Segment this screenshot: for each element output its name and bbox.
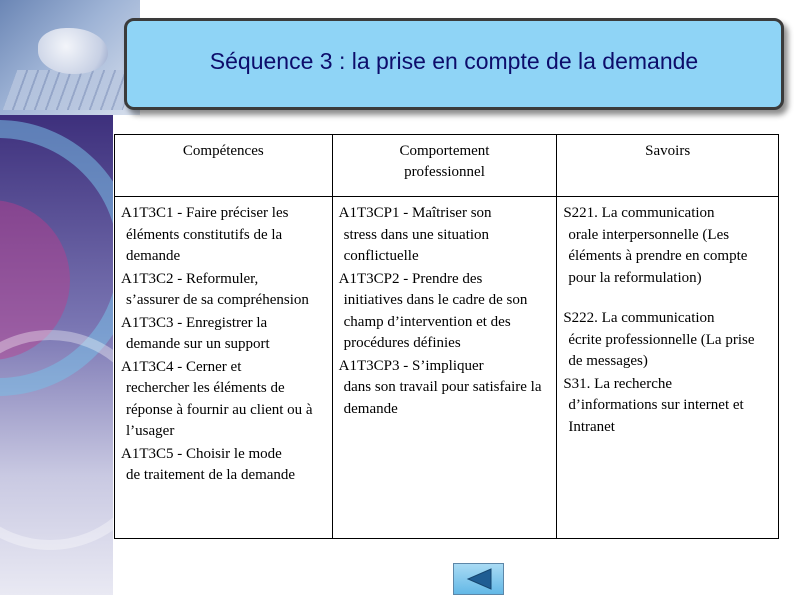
comportement-rest: stress dans une situation conflictuelle <box>343 226 490 264</box>
comportement-text: - S’impliquer <box>399 357 484 374</box>
comportement-rest: dans son travail pour satisfaire la demande <box>343 379 542 417</box>
savoir-rest: orale interpersonnelle (Les éléments à prendre en compte pour la reformulation) <box>568 226 748 286</box>
competence-item <box>121 444 326 487</box>
header-savoirs: Savoirs <box>557 135 779 197</box>
hand-image <box>38 28 108 74</box>
savoir-rest: écrite professionnelle (La prise de messages) <box>568 331 755 369</box>
competence-item <box>121 269 326 312</box>
competence-lead: A1T3C2 - Reformuler, <box>121 270 259 287</box>
savoir-item <box>563 308 772 373</box>
savoir-lead <box>563 374 772 396</box>
competence-item <box>121 313 326 356</box>
competence-rest: de traitement de la demande <box>126 467 296 483</box>
competence-item <box>121 203 326 268</box>
comportement-text: - Prendre des <box>399 270 483 287</box>
comportement-text: - Maîtriser son <box>399 205 492 221</box>
slide-title: Séquence 3 : la prise en compte de la demande <box>209 47 699 74</box>
sequence-table <box>114 134 779 539</box>
comportement-lead <box>339 203 551 225</box>
table-row <box>115 197 779 539</box>
comportement-code: A1T3CP2 <box>338 270 400 287</box>
savoir-text: La recherche <box>590 375 673 392</box>
triangle-left-icon <box>465 567 493 591</box>
competence-rest: s’assurer de sa compréhension <box>126 292 309 308</box>
comportement-rest: initiatives dans le cadre de son champ d’intervention et des procédures définies <box>343 292 528 351</box>
savoir-text: La communication <box>597 310 715 326</box>
slide-title-box <box>124 18 784 110</box>
savoir-rest: d’informations sur internet et Intranet <box>568 397 744 435</box>
comportement-lead <box>339 356 551 378</box>
competence-rest: demande sur un support <box>126 336 270 352</box>
savoir-code: S222. <box>563 310 598 326</box>
table-header-row <box>115 135 779 197</box>
header-competences: Compétences <box>115 135 333 197</box>
keyboard-hand-image <box>0 0 140 115</box>
header-comportement-label: Comportement professionnel <box>399 143 490 180</box>
back-button[interactable] <box>453 563 504 595</box>
comportement-lead <box>339 269 551 291</box>
comportement-code: A1T3CP1 <box>338 205 400 221</box>
header-comportement <box>332 135 557 197</box>
competence-lead: A1T3C3 - Enregistrer la <box>121 314 268 331</box>
competence-rest: éléments constitutifs de la demande <box>126 226 283 264</box>
keyboard-image <box>3 70 138 110</box>
comportement-item <box>339 356 551 421</box>
savoir-item <box>563 203 772 289</box>
savoirs-cell <box>557 197 779 539</box>
competence-item <box>121 357 326 443</box>
competence-lead: A1T3C1 - Faire préciser les <box>121 205 289 221</box>
competence-rest: rechercher les éléments de réponse à fournir au client ou à l’usager <box>126 380 313 439</box>
competences-cell <box>115 197 333 539</box>
savoir-code: S31. <box>563 375 591 392</box>
comportement-item <box>339 269 551 355</box>
savoir-lead <box>563 308 772 330</box>
competence-lead: A1T3C5 - Choisir le mode <box>121 445 282 462</box>
savoir-lead <box>563 203 772 225</box>
decorative-arc <box>0 330 113 550</box>
savoir-item <box>563 374 772 439</box>
comportement-item <box>339 203 551 268</box>
comportement-code: A1T3CP3 <box>338 357 400 374</box>
competence-lead: A1T3C4 - Cerner et <box>121 358 242 375</box>
savoir-text: La communication <box>597 205 715 221</box>
comportement-cell <box>332 197 557 539</box>
spacer <box>563 290 772 308</box>
savoir-code: S221. <box>563 205 598 221</box>
